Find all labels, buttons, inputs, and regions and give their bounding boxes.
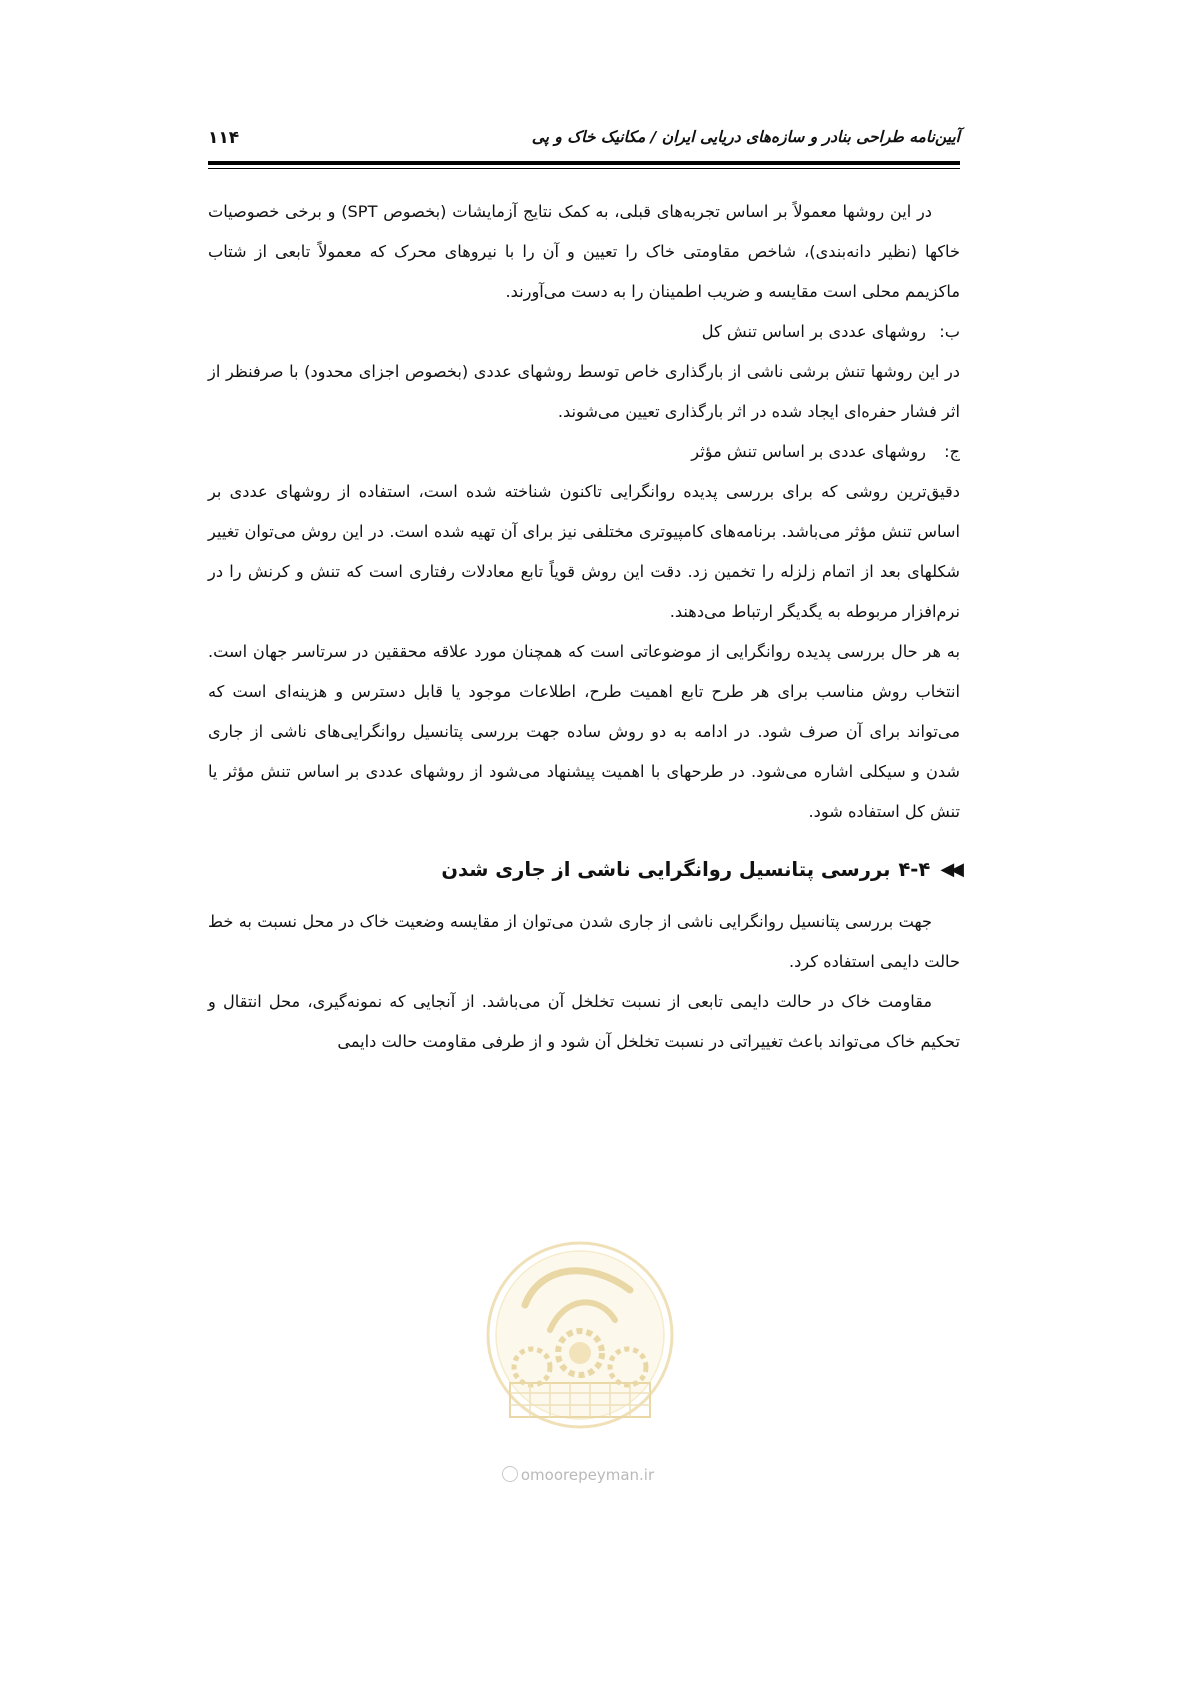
paragraph-4: به هر حال بررسی پدیده روانگرایی از موضوعاتی است که همچنان مورد علاقه محققین در سرتاسر جهان است. انتخاب روش مناسب برای هر طرح تابع اهمیت طرح، اطلاعات موجود یا قابل دسترس و هزینه‌ای است که می‌تواند برای آن صرف شود. در ادامه به دو روش ساده جهت بررسی پتانسیل روانگرایی‌های ناشی از جاری شدن و سیکلی اشاره می‌شود. در طرحهای با اهمیت پیشنهاد می‌شود از روشهای عددی بر اساس تنش مؤثر یا تنش کل استفاده شود. [208, 642, 960, 821]
paragraph-2: در این روشها تنش برشی ناشی از بارگذاری خاص توسط روشهای عددی (بخصوص اجزای محدود) با صرفنظر از اثر فشار حفره‌ای ایجاد شده در اثر بارگذاری تعیین می‌شوند. [208, 362, 960, 421]
paragraph-3: دقیق‌ترین روشی که برای بررسی پدیده روانگرایی تاکنون شناخته شده است، استفاده از روشهای عددی بر اساس تنش مؤثر می‌باشد. برنامه‌های کامپیوتری مختلفی نیز برای آن تهیه شده است. در این روش می‌توان تغییر شکلهای بعد از اتمام زلزله را تخمین زد. دقت این روش قویاً تابع معادلات رفتاری است که تنش و کرنش را در نرم‌افزار مربوطه به یگدیگر ارتباط می‌دهند. [208, 482, 960, 621]
header-rule [208, 161, 960, 165]
list-marker-c: ج: [944, 442, 960, 461]
section-number: ۴-۴ [898, 858, 931, 881]
double-arrow-icon: ◀◀ [940, 859, 960, 880]
list-item-c [208, 432, 960, 472]
paragraph-6: مقاومت خاک در حالت دایمی تابعی از نسبت تخلخل آن می‌باشد. از آنجایی که نمونه‌گیری، محل انتقال و تحکیم خاک می‌تواند باعث تغییراتی در نسبت تخلخل آن شود و از طرفی مقاومت حالت دایمی [208, 992, 960, 1051]
list-text-c: روشهای عددی بر اساس تنش مؤثر [691, 442, 926, 461]
list-text-b: روشهای عددی بر اساس تنش کل [701, 322, 926, 341]
running-title: آیین‌نامه طراحی بنادر و سازه‌های دریایی ایران / مکانیک خاک و پی [531, 128, 960, 146]
body-text [208, 192, 960, 1062]
section-heading [208, 850, 960, 890]
watermark-url: omoorepeyman.ir [468, 1466, 688, 1484]
page-number: ۱۱۴ [208, 128, 240, 148]
header-rule-thin [208, 168, 960, 169]
globe-icon [502, 1466, 518, 1482]
watermark-logo [480, 1235, 680, 1465]
section-title: بررسی پتانسیل روانگرایی ناشی از جاری شدن [441, 858, 891, 881]
list-item-b [208, 312, 960, 352]
paragraph-5: جهت بررسی پتانسیل روانگرایی ناشی از جاری شدن می‌توان از مقایسه وضعیت خاک در محل نسبت به خط حالت دایمی استفاده کرد. [208, 912, 960, 971]
list-marker-b: ب: [939, 322, 960, 341]
page-header [208, 128, 960, 162]
paragraph-1: در این روشها معمولاً بر اساس تجربه‌های قبلی، به کمک نتایج آزمایشات (بخصوص SPT) و برخی خصوصیات خاکها (نظیر دانه‌بندی)، شاخص مقاومتی خاک را تعیین و آن را با نیروهای محرک که معمولاً تابعی از شتاب ماکزیمم محلی است مقایسه و ضریب اطمینان را به دست می‌آورند. [208, 202, 960, 301]
